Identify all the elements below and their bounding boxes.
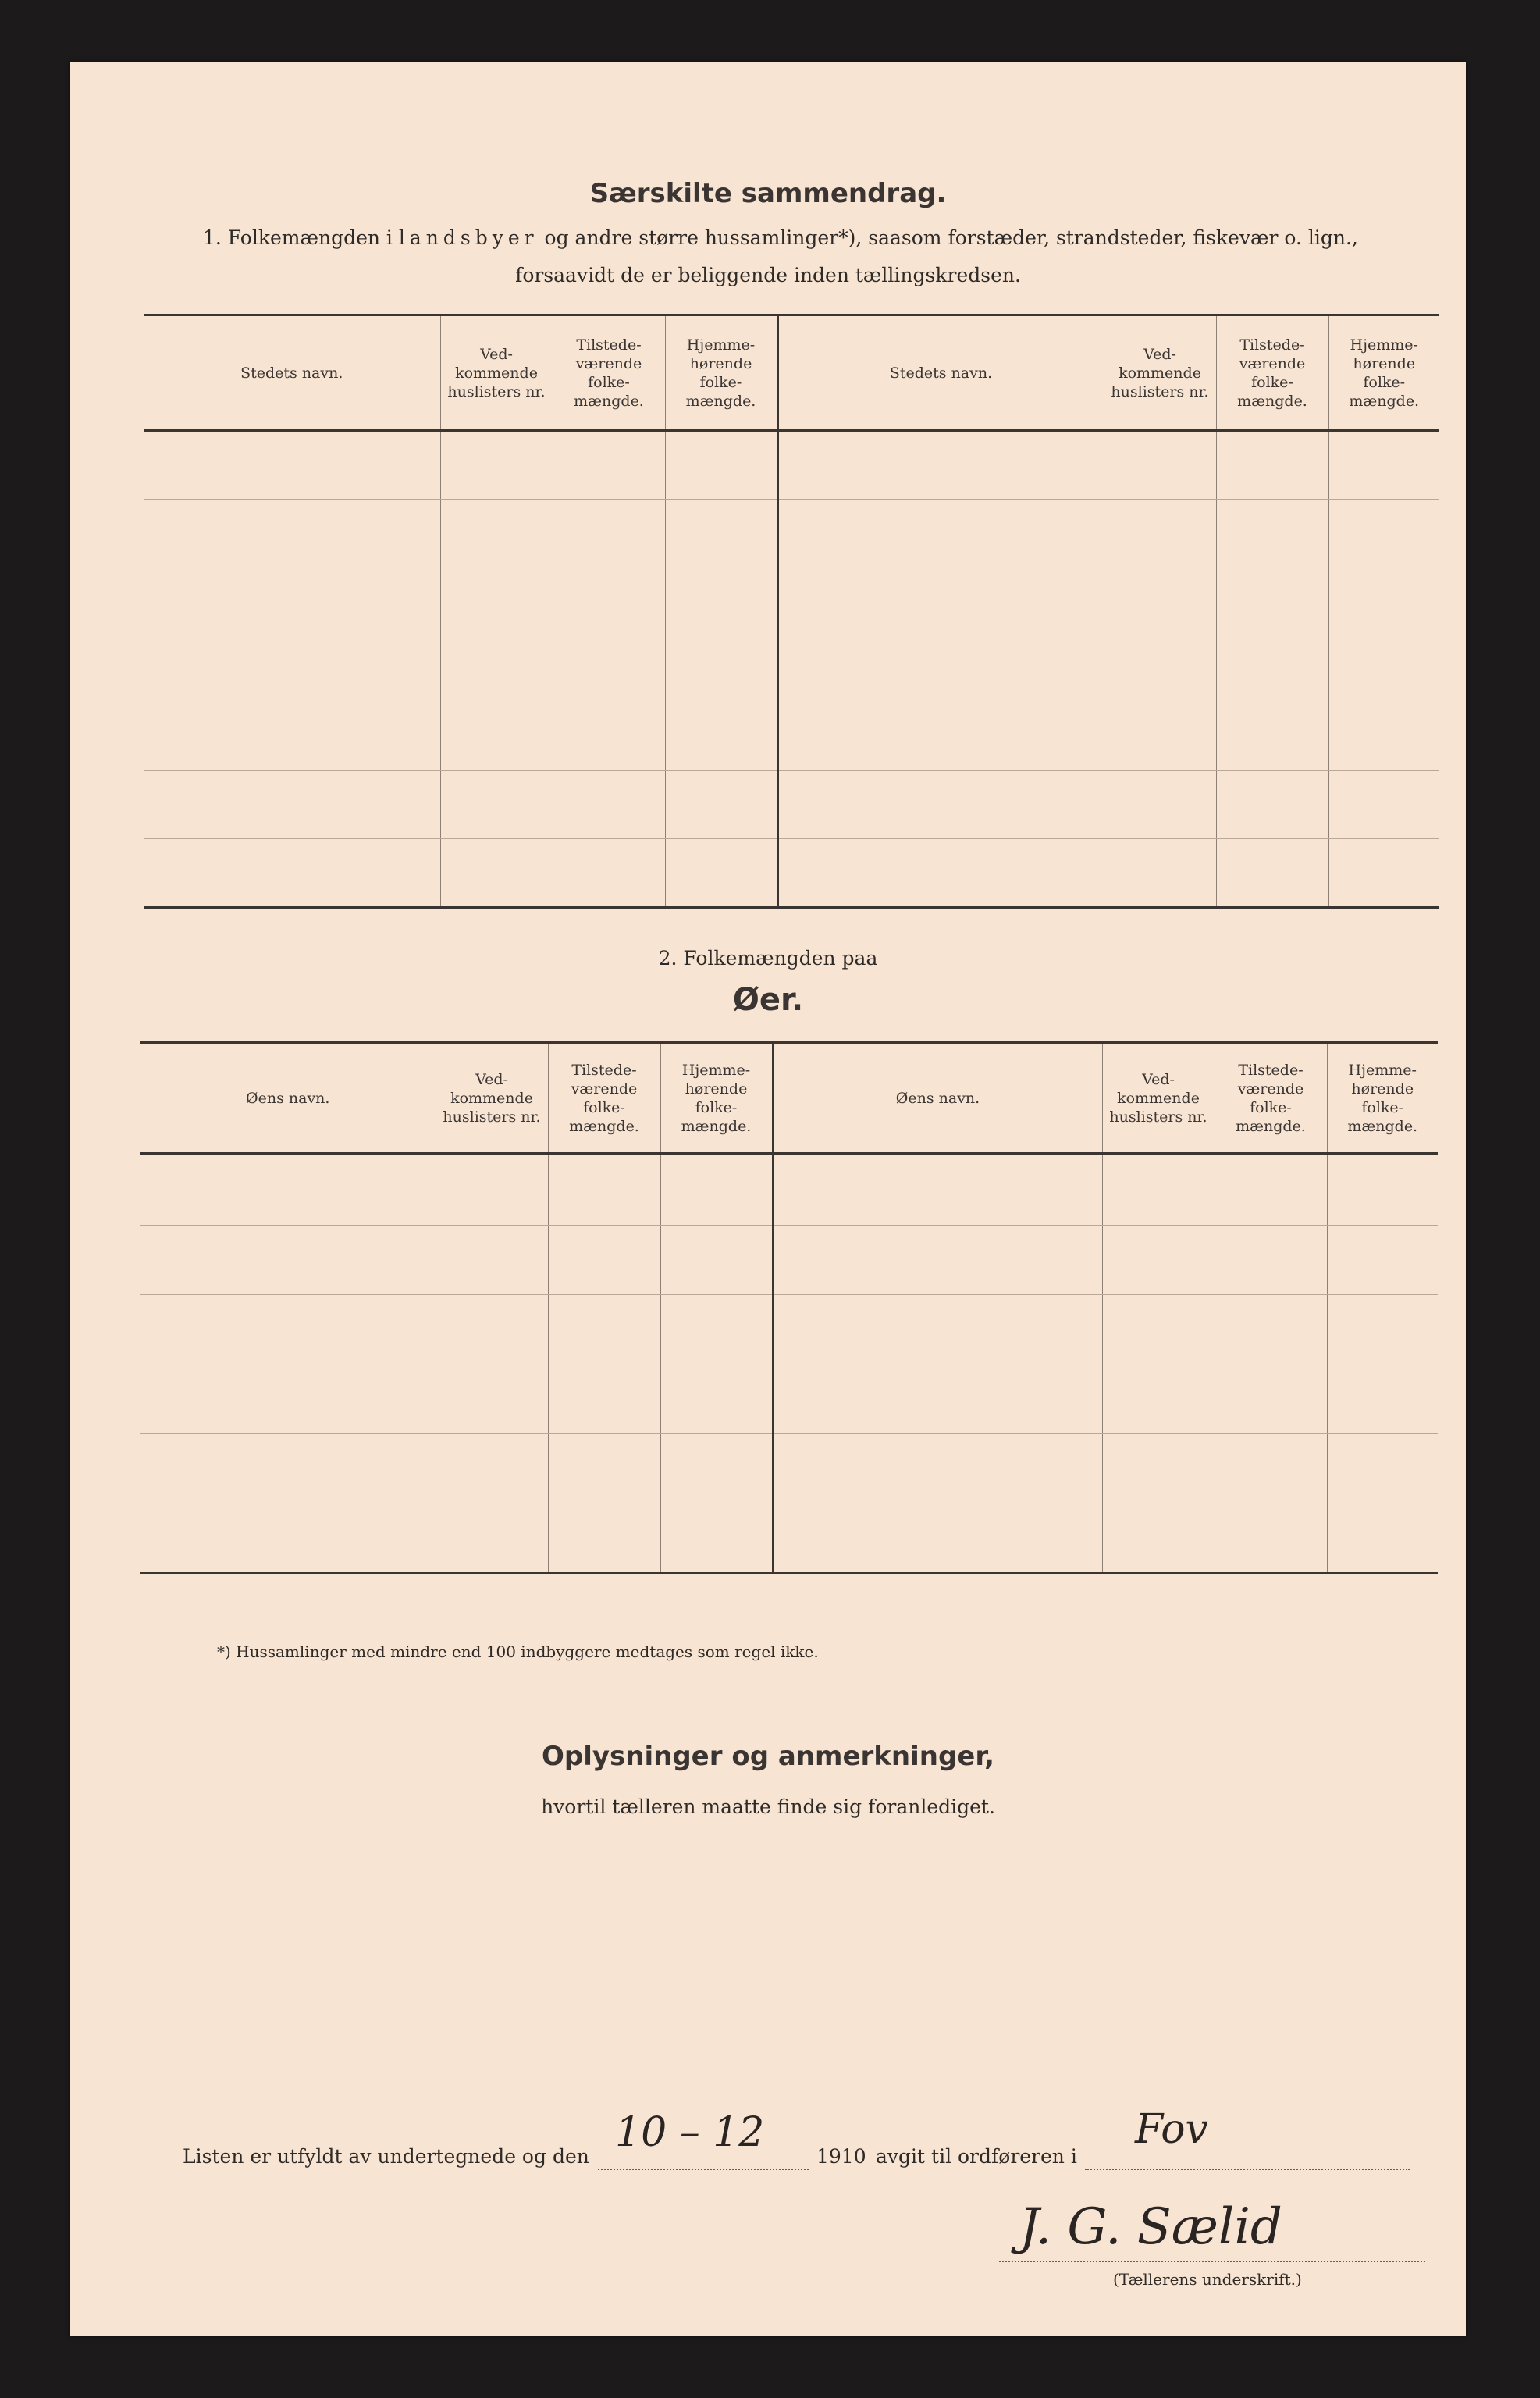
section2-col-present-2: Tilstede-værende folke-mængde. bbox=[1215, 1043, 1327, 1154]
section1-col-list-nr-2: Ved-kommende huslisters nr. bbox=[1104, 315, 1216, 431]
section1-col-list-nr: Ved-kommende huslisters nr. bbox=[440, 315, 553, 431]
section1-line1-prefix: 1. Folkemængden i bbox=[203, 226, 399, 249]
section2-col-list-nr-2: Ved-kommende huslisters nr. bbox=[1102, 1043, 1215, 1154]
table-row bbox=[144, 500, 1439, 567]
section1-line1-spaced: landsbyer bbox=[398, 226, 539, 249]
table-row bbox=[140, 1226, 1438, 1295]
section1-line1 bbox=[203, 226, 1358, 249]
section1-col-place: Stedets navn. bbox=[144, 315, 440, 431]
signature-field bbox=[999, 2195, 1425, 2262]
place-handwritten: Fov bbox=[1135, 2106, 1208, 2153]
section2-col-island-2: Øens navn. bbox=[773, 1043, 1102, 1154]
signature-caption: (Tællerens underskrift.) bbox=[1113, 2270, 1302, 2289]
section1-col-resident-2: Hjemme-hørende folke-mængde. bbox=[1328, 315, 1439, 431]
table-row bbox=[140, 1295, 1438, 1364]
place-field bbox=[1085, 2103, 1410, 2170]
section2-col-present: Tilstede-værende folke-mængde. bbox=[548, 1043, 660, 1154]
section2-col-resident-2: Hjemme-hørende folke-mængde. bbox=[1327, 1043, 1438, 1154]
footnote: *) Hussamlinger med mindre end 100 indbyggere medtages som regel ikke. bbox=[217, 1642, 819, 1661]
section2-header-row bbox=[140, 1043, 1438, 1154]
section1-col-place-2: Stedets navn. bbox=[777, 315, 1104, 431]
section2-line: 2. Folkemængden paa bbox=[658, 947, 878, 970]
census-form-page bbox=[70, 62, 1466, 2336]
section1-header-row bbox=[144, 315, 1439, 431]
signature-handwritten: J. G. Sælid bbox=[1019, 2198, 1282, 2256]
table-row bbox=[140, 1434, 1438, 1503]
section1-col-resident: Hjemme-hørende folke-mængde. bbox=[665, 315, 777, 431]
section2-table bbox=[140, 1041, 1438, 1574]
section1-heading: Særskilte sammendrag. bbox=[589, 178, 947, 209]
section2-col-island: Øens navn. bbox=[140, 1043, 436, 1154]
table-row bbox=[144, 567, 1439, 635]
table-row bbox=[144, 839, 1439, 908]
section2-col-resident: Hjemme-hørende folke-mængde. bbox=[660, 1043, 773, 1154]
section1-line2: forsaavidt de er beliggende inden tællingskredsen. bbox=[515, 264, 1021, 286]
signature-line-prefix: Listen er utfyldt av undertegnede og den bbox=[183, 2145, 589, 2168]
date-field bbox=[598, 2104, 809, 2170]
table-row bbox=[144, 635, 1439, 703]
section1-col-present: Tilstede-værende folke-mængde. bbox=[553, 315, 665, 431]
section2-col-list-nr: Ved-kommende huslisters nr. bbox=[436, 1043, 548, 1154]
section1-table bbox=[144, 314, 1439, 909]
remarks-heading: Oplysninger og anmerkninger, bbox=[541, 1741, 995, 1772]
date-handwritten: 10 – 12 bbox=[615, 2109, 765, 2156]
table-row bbox=[144, 431, 1439, 500]
table-row bbox=[140, 1154, 1438, 1226]
section1-line1-suffix: og andre større hussamlinger*), saasom forstæder, strandsteder, fiskevær o. lign., bbox=[538, 226, 1358, 249]
signature-line-middle: avgit til ordføreren i bbox=[876, 2145, 1077, 2168]
remarks-subheading: hvortil tælleren maatte finde sig foranlediget. bbox=[541, 1795, 995, 1818]
section1-col-present-2: Tilstede-værende folke-mængde. bbox=[1216, 315, 1328, 431]
year-label: 1910 bbox=[816, 2145, 866, 2168]
table-row bbox=[144, 703, 1439, 771]
section2-heading: Øer. bbox=[732, 982, 804, 1018]
table-row bbox=[144, 771, 1439, 839]
table-row bbox=[140, 1503, 1438, 1574]
table-row bbox=[140, 1364, 1438, 1434]
